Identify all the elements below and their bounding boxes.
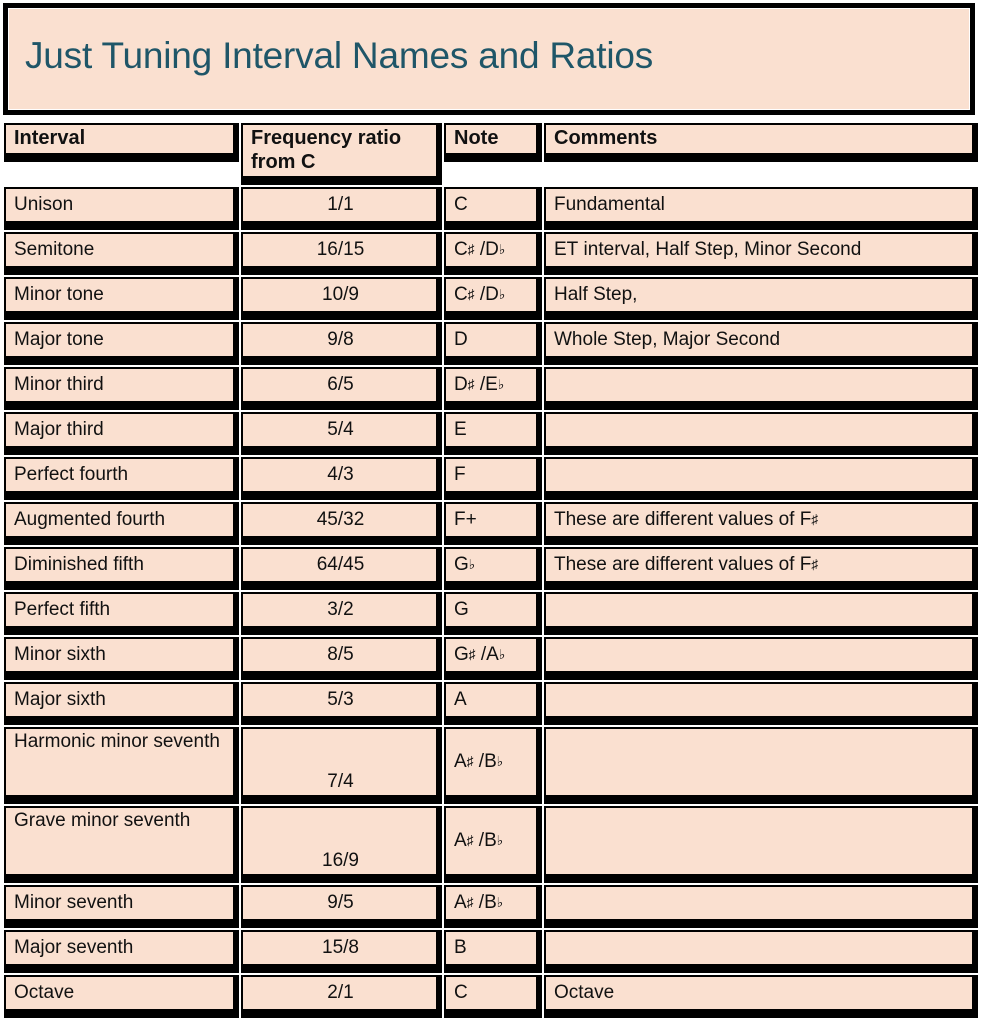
cell-comments-text: These are different values of F ♯: [546, 549, 972, 581]
table-row: [3, 366, 979, 411]
column-header-comments-box: [543, 122, 979, 163]
table-row: [3, 411, 979, 456]
cell-comments-text: Half Step,: [546, 279, 972, 311]
cell-note-text: G: [446, 594, 536, 626]
cell-ratio-box: [240, 321, 443, 366]
cell-note-box: [443, 636, 543, 681]
table-row: [3, 636, 979, 681]
cell-note-box: [443, 186, 543, 231]
cell-interval: [3, 591, 240, 636]
cell-comments-text: [546, 639, 972, 671]
cell-interval-box: [3, 186, 240, 231]
cell-comments-text: [546, 594, 972, 626]
cell-ratio-box: [240, 726, 443, 805]
cell-ratio: [240, 929, 443, 974]
cell-note-text: C: [446, 977, 536, 1009]
cell-interval-text: Minor tone: [6, 279, 233, 311]
cell-comments: [543, 681, 979, 726]
column-header-comments: [543, 122, 979, 186]
cell-ratio: [240, 321, 443, 366]
cell-comments-box: [543, 591, 979, 636]
table-row: [3, 591, 979, 636]
cell-note-text: D ♯ /E ♭: [446, 369, 536, 401]
cell-ratio-box: [240, 366, 443, 411]
cell-ratio-text: 3/2: [243, 594, 436, 626]
cell-ratio-text: 6/5: [243, 369, 436, 401]
cell-comments: [543, 884, 979, 929]
cell-ratio-box: [240, 546, 443, 591]
cell-interval-text: Major tone: [6, 324, 233, 356]
cell-interval-text: Major sixth: [6, 684, 233, 716]
column-header-ratio-label: Frequency ratio from C: [243, 125, 436, 176]
cell-comments-text: Whole Step, Major Second: [546, 324, 972, 356]
column-header-note: [443, 122, 543, 186]
cell-comments: [543, 321, 979, 366]
cell-comments-box: [543, 321, 979, 366]
cell-comments: [543, 546, 979, 591]
cell-ratio-box: [240, 501, 443, 546]
table-row: [3, 681, 979, 726]
cell-comments-text: [546, 369, 972, 401]
cell-comments: [543, 726, 979, 805]
cell-note-box: [443, 884, 543, 929]
cell-interval-text: Perfect fourth: [6, 459, 233, 491]
cell-interval: [3, 805, 240, 884]
cell-interval: [3, 501, 240, 546]
cell-comments-box: [543, 276, 979, 321]
cell-comments-text: [546, 684, 972, 716]
column-header-ratio-box: [240, 122, 443, 186]
cell-note-box: [443, 681, 543, 726]
table-row: [3, 321, 979, 366]
cell-interval-text: Augmented fourth: [6, 504, 233, 536]
cell-comments-box: [543, 636, 979, 681]
cell-comments-text: Fundamental: [546, 189, 972, 221]
cell-note: [443, 411, 543, 456]
cell-ratio: [240, 636, 443, 681]
cell-interval-text: Minor seventh: [6, 887, 233, 919]
cell-interval-box: [3, 884, 240, 929]
cell-ratio-text: 8/5: [243, 639, 436, 671]
column-header-ratio: [240, 122, 443, 186]
cell-comments: [543, 636, 979, 681]
table-row: [3, 974, 979, 1019]
cell-note-box: [443, 501, 543, 546]
cell-interval: [3, 411, 240, 456]
cell-note-text: C ♯ /D ♭: [446, 234, 536, 266]
cell-interval-text: Perfect fifth: [6, 594, 233, 626]
cell-ratio: [240, 276, 443, 321]
cell-interval-box: [3, 591, 240, 636]
cell-note-box: [443, 546, 543, 591]
cell-ratio-text: 7/4: [243, 729, 436, 795]
cell-note-text: G ♭: [446, 549, 536, 581]
cell-note-text: A ♯ /B ♭: [446, 887, 536, 919]
cell-ratio-box: [240, 681, 443, 726]
cell-note: [443, 276, 543, 321]
cell-interval: [3, 456, 240, 501]
cell-note-text: A ♯ /B ♭: [446, 729, 536, 795]
cell-interval-text: Octave: [6, 977, 233, 1009]
cell-comments-box: [543, 366, 979, 411]
cell-comments: [543, 366, 979, 411]
cell-interval-box: [3, 636, 240, 681]
cell-comments-text: [546, 459, 972, 491]
cell-note-text: B: [446, 932, 536, 964]
cell-interval-box: [3, 411, 240, 456]
cell-comments: [543, 186, 979, 231]
table-header-row: [3, 122, 979, 186]
cell-interval-box: [3, 681, 240, 726]
cell-ratio-text: 15/8: [243, 932, 436, 964]
cell-comments-text: [546, 932, 972, 964]
cell-note: [443, 591, 543, 636]
cell-interval-text: Diminished fifth: [6, 549, 233, 581]
cell-note-box: [443, 974, 543, 1019]
cell-note-box: [443, 411, 543, 456]
cell-comments-box: [543, 726, 979, 805]
cell-comments-box: [543, 546, 979, 591]
cell-ratio-text: 5/4: [243, 414, 436, 446]
cell-interval-text: Minor sixth: [6, 639, 233, 671]
cell-comments-box: [543, 501, 979, 546]
column-header-note-box: [443, 122, 543, 163]
cell-note: [443, 726, 543, 805]
cell-interval-text: Major seventh: [6, 932, 233, 964]
cell-note: [443, 974, 543, 1019]
cell-interval-text: Minor third: [6, 369, 233, 401]
cell-note-box: [443, 805, 543, 884]
cell-interval-box: [3, 929, 240, 974]
cell-ratio-text: 64/45: [243, 549, 436, 581]
cell-note-box: [443, 321, 543, 366]
column-header-interval-label: Interval: [6, 125, 233, 153]
cell-ratio-box: [240, 231, 443, 276]
cell-ratio-text: 9/8: [243, 324, 436, 356]
cell-interval-box: [3, 321, 240, 366]
cell-interval: [3, 546, 240, 591]
cell-ratio-box: [240, 884, 443, 929]
cell-note: [443, 321, 543, 366]
cell-comments-text: [546, 414, 972, 446]
cell-note-text: A ♯ /B ♭: [446, 808, 536, 874]
cell-interval-box: [3, 231, 240, 276]
cell-comments-text: [546, 887, 972, 919]
cell-ratio: [240, 231, 443, 276]
cell-comments-text: These are different values of F ♯: [546, 504, 972, 536]
cell-comments-box: [543, 411, 979, 456]
cell-ratio-box: [240, 186, 443, 231]
cell-note-box: [443, 456, 543, 501]
cell-comments-box: [543, 231, 979, 276]
cell-comments: [543, 974, 979, 1019]
cell-ratio: [240, 884, 443, 929]
cell-ratio: [240, 974, 443, 1019]
table-row: [3, 231, 979, 276]
cell-interval-text: Semitone: [6, 234, 233, 266]
cell-interval-box: [3, 276, 240, 321]
cell-ratio: [240, 411, 443, 456]
cell-interval: [3, 681, 240, 726]
cell-comments: [543, 929, 979, 974]
cell-ratio: [240, 366, 443, 411]
cell-interval-box: [3, 726, 240, 805]
cell-comments-text: Octave: [546, 977, 972, 1009]
cell-comments-text: ET interval, Half Step, Minor Second: [546, 234, 972, 266]
cell-note: [443, 231, 543, 276]
cell-comments: [543, 805, 979, 884]
table-row: [3, 726, 979, 805]
title-frame: [3, 3, 975, 115]
title-cell: [8, 8, 970, 110]
cell-comments-box: [543, 186, 979, 231]
cell-note: [443, 636, 543, 681]
table-head: [3, 122, 979, 186]
cell-note-box: [443, 366, 543, 411]
cell-note: [443, 884, 543, 929]
cell-note-text: F+: [446, 504, 536, 536]
cell-ratio-box: [240, 591, 443, 636]
table-row: [3, 929, 979, 974]
cell-comments-text: [546, 729, 972, 795]
cell-comments-box: [543, 929, 979, 974]
cell-interval: [3, 366, 240, 411]
table-row: [3, 186, 979, 231]
cell-interval-text: Grave minor seventh: [6, 808, 233, 874]
cell-ratio: [240, 546, 443, 591]
cell-ratio-box: [240, 805, 443, 884]
cell-interval-box: [3, 501, 240, 546]
cell-note: [443, 366, 543, 411]
cell-comments-box: [543, 681, 979, 726]
cell-ratio-text: 16/9: [243, 808, 436, 874]
cell-comments-box: [543, 805, 979, 884]
cell-note: [443, 456, 543, 501]
cell-ratio: [240, 501, 443, 546]
cell-ratio-box: [240, 276, 443, 321]
cell-ratio-box: [240, 929, 443, 974]
cell-interval: [3, 231, 240, 276]
page-title: Just Tuning Interval Names and Ratios: [25, 34, 654, 76]
table-row: [3, 805, 979, 884]
column-header-interval: [3, 122, 240, 186]
cell-interval-box: [3, 974, 240, 1019]
cell-interval: [3, 974, 240, 1019]
cell-interval-text: Major third: [6, 414, 233, 446]
cell-ratio: [240, 681, 443, 726]
cell-interval-text: Unison: [6, 189, 233, 221]
cell-note: [443, 805, 543, 884]
cell-comments: [543, 591, 979, 636]
cell-note: [443, 546, 543, 591]
cell-note-text: C ♯ /D ♭: [446, 279, 536, 311]
cell-comments: [543, 456, 979, 501]
cell-ratio-box: [240, 411, 443, 456]
table-body: [3, 186, 979, 1019]
cell-ratio: [240, 456, 443, 501]
cell-interval: [3, 929, 240, 974]
cell-interval: [3, 186, 240, 231]
cell-note-text: C: [446, 189, 536, 221]
cell-comments: [543, 231, 979, 276]
column-header-comments-label: Comments: [546, 125, 972, 153]
cell-comments-box: [543, 974, 979, 1019]
cell-interval-box: [3, 456, 240, 501]
cell-interval: [3, 276, 240, 321]
cell-interval-box: [3, 546, 240, 591]
cell-comments: [543, 276, 979, 321]
cell-interval: [3, 726, 240, 805]
cell-note-box: [443, 591, 543, 636]
cell-note: [443, 186, 543, 231]
cell-note: [443, 501, 543, 546]
cell-ratio-text: 4/3: [243, 459, 436, 491]
cell-note-text: G ♯ /A ♭: [446, 639, 536, 671]
cell-comments: [543, 411, 979, 456]
table-row: [3, 456, 979, 501]
cell-ratio-text: 1/1: [243, 189, 436, 221]
cell-ratio-box: [240, 636, 443, 681]
cell-interval-box: [3, 366, 240, 411]
cell-ratio-text: 2/1: [243, 977, 436, 1009]
interval-ratio-table: [3, 122, 979, 1019]
table-row: [3, 501, 979, 546]
cell-ratio-box: [240, 456, 443, 501]
cell-note-box: [443, 929, 543, 974]
cell-note-box: [443, 726, 543, 805]
cell-comments-text: [546, 808, 972, 874]
cell-ratio-text: 10/9: [243, 279, 436, 311]
cell-note: [443, 929, 543, 974]
table-row: [3, 276, 979, 321]
column-header-note-label: Note: [446, 125, 536, 153]
cell-note: [443, 681, 543, 726]
cell-interval-text: Harmonic minor seventh: [6, 729, 233, 795]
cell-ratio-text: 9/5: [243, 887, 436, 919]
cell-note-text: E: [446, 414, 536, 446]
table-row: [3, 546, 979, 591]
cell-interval: [3, 636, 240, 681]
cell-ratio: [240, 726, 443, 805]
cell-note-text: A: [446, 684, 536, 716]
cell-note-box: [443, 231, 543, 276]
cell-comments-box: [543, 884, 979, 929]
cell-interval: [3, 884, 240, 929]
table-row: [3, 884, 979, 929]
cell-ratio: [240, 805, 443, 884]
cell-interval: [3, 321, 240, 366]
cell-interval-box: [3, 805, 240, 884]
cell-ratio: [240, 186, 443, 231]
cell-ratio-text: 5/3: [243, 684, 436, 716]
cell-ratio-box: [240, 974, 443, 1019]
cell-note-text: F: [446, 459, 536, 491]
cell-note-box: [443, 276, 543, 321]
cell-ratio-text: 16/15: [243, 234, 436, 266]
cell-ratio-text: 45/32: [243, 504, 436, 536]
column-header-interval-box: [3, 122, 240, 163]
cell-note-text: D: [446, 324, 536, 356]
cell-ratio: [240, 591, 443, 636]
cell-comments-box: [543, 456, 979, 501]
cell-comments: [543, 501, 979, 546]
